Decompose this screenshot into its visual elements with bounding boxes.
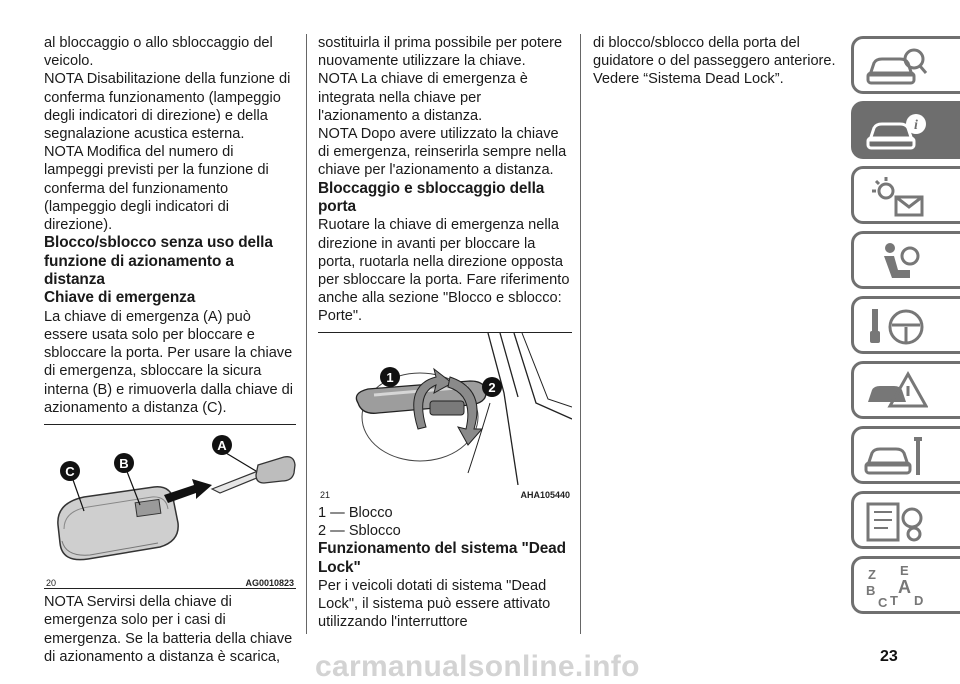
- car-info-icon: [864, 110, 928, 154]
- note-paragraph: NOTA Servirsi della chiave di emergenza solo per i casi di emergenza. Se la batteria della chiave di azionamento a distanza è scarica,: [44, 594, 293, 665]
- tab-airbag-seat[interactable]: [851, 231, 960, 289]
- breakdown-icon: [864, 370, 928, 414]
- alphabet-index-icon: [864, 565, 928, 609]
- figure-number: 20: [46, 578, 57, 589]
- key-steering-icon: [864, 305, 928, 349]
- car-search-icon: [864, 45, 928, 89]
- paragraph: di blocco/sblocco della porta del guidatore o del passeggero anteriore. Vedere “Sistema Dead Lock”.: [593, 35, 836, 88]
- section-heading: Blocco/sblocco senza uso della funzione di azionamento a distanza: [44, 234, 273, 289]
- callout-2: 2: [488, 379, 496, 395]
- paragraph: Per i veicoli dotati di sistema "Dead Lock", il sistema può essere attivato utilizzando l'interruttore: [318, 578, 551, 631]
- column-divider: [306, 34, 307, 634]
- index-letter: B: [866, 583, 876, 598]
- callout-1: 1: [386, 369, 394, 385]
- figure-caption: [318, 490, 572, 500]
- tab-alphabet-index[interactable]: [851, 556, 960, 614]
- index-letter: A: [898, 577, 911, 597]
- index-letter: C: [878, 595, 888, 609]
- emergency-key-illustration: [44, 425, 296, 573]
- figure-code: AHA105440: [520, 489, 570, 500]
- callout-b: B: [119, 456, 129, 472]
- callout-c: C: [65, 464, 75, 480]
- specs-icon: [864, 500, 928, 544]
- index-letter: D: [914, 593, 924, 608]
- tab-car-search[interactable]: [851, 36, 960, 94]
- index-letter: E: [900, 565, 909, 578]
- note-paragraph: NOTA Disabilitazione della funzione di conferma funzionamento (lampeggio degli indicatori di direzione) e della segnalazione acustica esterna.: [44, 71, 291, 143]
- tab-breakdown[interactable]: [851, 361, 960, 419]
- section-heading: Funzionamento del sistema "Dead Lock": [318, 540, 566, 576]
- column-2: [318, 34, 572, 632]
- subsection-heading: Chiave di emergenza: [44, 289, 196, 307]
- paragraph: al bloccaggio o allo sbloccaggio del veicolo.: [44, 35, 273, 70]
- svg-text:i: i: [914, 118, 918, 133]
- callout-a: A: [217, 438, 227, 454]
- tab-warning-lights[interactable]: [851, 166, 960, 224]
- legend-item: 1 — Blocco: [318, 504, 393, 521]
- note-paragraph: NOTA La chiave di emergenza è integrata nella chiave per l'azionamento a distanza.: [318, 71, 528, 124]
- tab-specs[interactable]: [851, 491, 960, 549]
- figure-code: AG0010823: [245, 578, 294, 589]
- note-paragraph: NOTA Modifica del numero di lampeggi previsti per la funzione di conferma del funzionamento (lampeggio degli indicatori di direzione).: [44, 144, 269, 234]
- figure-20: [44, 424, 296, 589]
- car-service-icon: [864, 435, 928, 479]
- index-letter: Z: [868, 567, 876, 582]
- note-paragraph: NOTA Dopo avere utilizzato la chiave di emergenza, reinserirla sempre nella chiave per l'azionamento a distanza.: [318, 126, 567, 179]
- chapter-tab-sidebar: [851, 36, 960, 621]
- figure-bottom-rule: [44, 588, 296, 589]
- legend-item: 2 — Sblocco: [318, 523, 401, 540]
- figure-caption: [44, 578, 296, 588]
- column-1: [44, 34, 296, 666]
- tab-car-info[interactable]: [851, 101, 960, 159]
- page-number: 23: [880, 648, 898, 665]
- figure-number: 21: [320, 489, 331, 500]
- paragraph: La chiave di emergenza (A) può essere usata solo per bloccare e sbloccare la porta. Per usare la chiave di emergenza, sbloccare la sicura interna (B) e rimuoverla dalla chiave di azionamento a distanza (C).: [44, 308, 294, 416]
- index-letter: T: [890, 593, 898, 608]
- paragraph: Ruotare la chiave di emergenza nella direzione in avanti per bloccare la porta, ruotarla nella direzione opposta per sbloccare la porta. Fare riferimento anche alla sezione "Blocco e sblocco: Porte".: [318, 217, 570, 325]
- door-lock-illustration: [318, 333, 572, 485]
- watermark: carmanualsonline.info: [315, 650, 640, 683]
- airbag-seat-icon: [864, 240, 928, 284]
- column-divider: [580, 34, 581, 634]
- column-3: [593, 34, 838, 89]
- tab-key-steering[interactable]: [851, 296, 960, 354]
- paragraph: sostituirla il prima possibile per potere nuovamente utilizzare la chiave.: [318, 35, 563, 70]
- figure-21: [318, 332, 572, 500]
- warning-lights-icon: [864, 175, 928, 219]
- tab-car-service[interactable]: [851, 426, 960, 484]
- section-heading: Bloccaggio e sbloccaggio della porta: [318, 179, 545, 216]
